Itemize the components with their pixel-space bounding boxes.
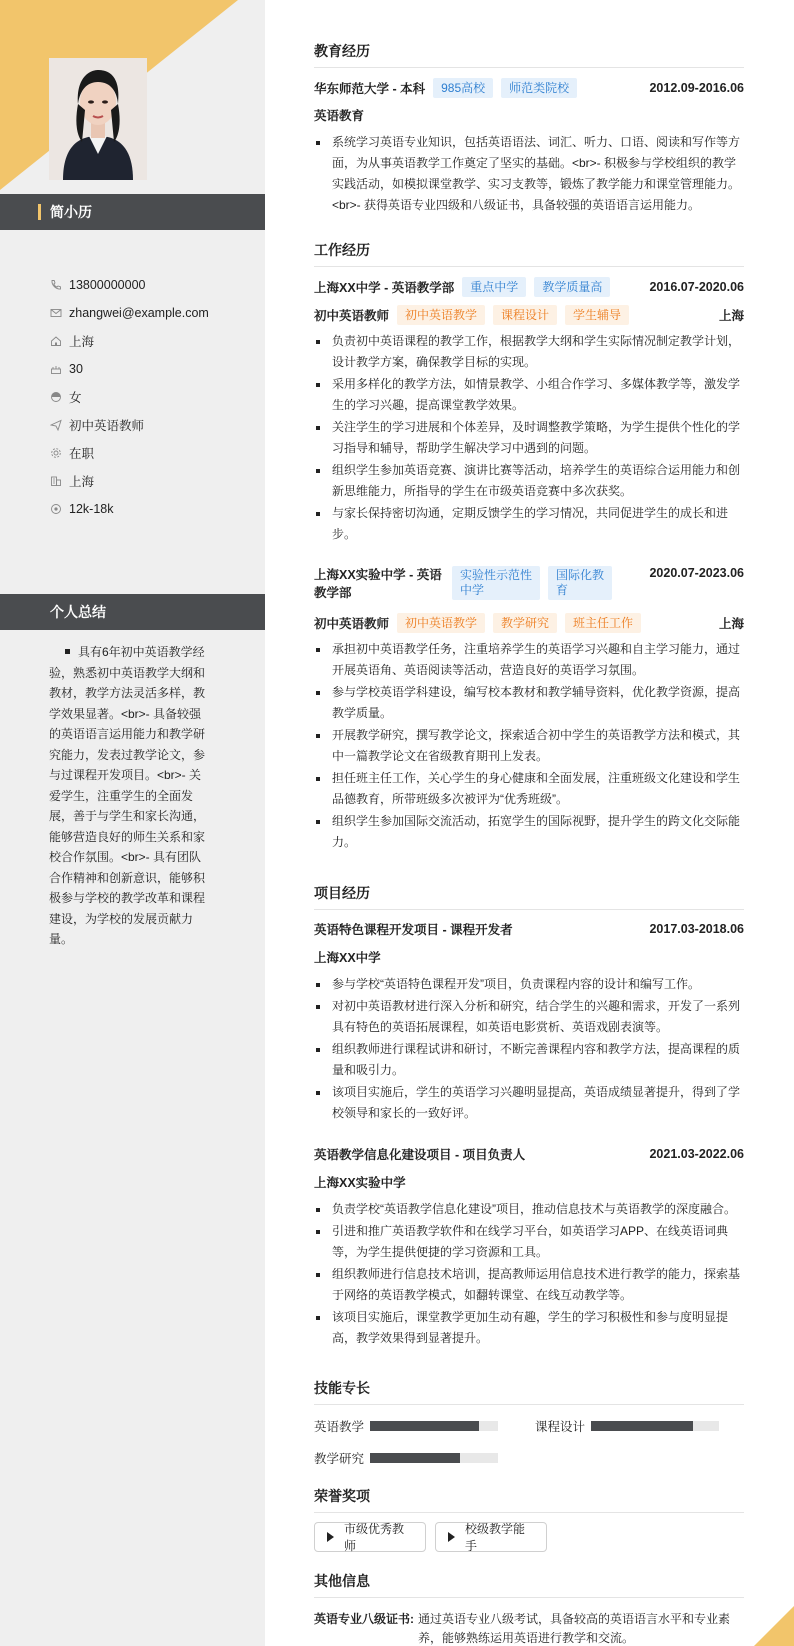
building-icon bbox=[49, 475, 62, 488]
job-bullets bbox=[314, 331, 744, 546]
skill-item bbox=[314, 1417, 498, 1435]
skill-name: 课程设计 bbox=[535, 1420, 586, 1434]
project-header bbox=[314, 1145, 744, 1163]
list-item: 组织教师进行信息技术培训，提高教师运用信息技术进行教学的能力，探索基于网络的英语教学模式，如翻转课堂、在线互动教学等。 bbox=[314, 1264, 744, 1306]
school-name: 华东师范大学 - 本科 bbox=[314, 82, 426, 96]
other-value: 通过英语专业八级考试，具备较高的英语语言水平和专业素养，能够熟练运用英语进行教学和交流。 bbox=[418, 1612, 731, 1645]
accent-mark bbox=[38, 204, 41, 220]
other-key: 英语专业八级证书: bbox=[314, 1612, 414, 1626]
project-name: 英语特色课程开发项目 - 课程开发者 bbox=[314, 923, 513, 937]
job-header bbox=[314, 566, 744, 602]
gender-icon bbox=[49, 391, 62, 404]
skills-title: 技能专长 bbox=[314, 1378, 744, 1405]
list-item: 采用多样化的教学方法，如情景教学、小组合作学习、多媒体教学等，激发学生的学习兴趣，提高课堂教学效果。 bbox=[314, 374, 744, 416]
skill-level bbox=[370, 1453, 460, 1463]
list-item: 担任班主任工作，关心学生的身心健康和全面发展，注重班级文化建设和学生品德教育，所带班级多次被评为“优秀班级”。 bbox=[314, 768, 744, 810]
summary-text: 具有6年初中英语教学经验，熟悉初中英语教学大纲和教材，教学方法灵活多样，教学效果显著。<br>- 具备较强的英语语言运用能力和教学研究能力，发表过教学论文，参与过课程开发项目。<br>- 关爱学生，注重学生的全面发展，善于与学生和家长沟通，能够营造良好的师生关系和家校合作氛围。<br>- 具有团队合作精神和创新意识，能够积极参与学校的教学改革和课程建设，为学校的发展贡献力量。 bbox=[49, 645, 206, 946]
settings-icon bbox=[49, 447, 62, 460]
list-item: 与家长保持密切沟通，定期反馈学生的学习情况，共同促进学生的成长和进步。 bbox=[314, 503, 744, 545]
list-item: 组织教师进行课程试讲和研讨，不断完善课程内容和教学方法，提高课程的质量和吸引力。 bbox=[314, 1039, 744, 1081]
contact-job: 初中英语教师 bbox=[69, 419, 145, 433]
project-org-row bbox=[314, 1173, 744, 1191]
honors-title: 荣誉奖项 bbox=[314, 1486, 744, 1513]
education-header bbox=[314, 78, 744, 98]
contact-item-home bbox=[49, 327, 259, 355]
mail-icon bbox=[49, 307, 62, 320]
contact-list bbox=[49, 271, 259, 523]
play-icon bbox=[448, 1532, 455, 1542]
list-item: 开展教学研究，撰写教学论文，探索适合初中学生的英语教学方法和模式，其中一篇教学论文在省级教育期刊上发表。 bbox=[314, 725, 744, 767]
project-org: 上海XX实验中学 bbox=[314, 1176, 406, 1190]
skill-item bbox=[535, 1417, 719, 1435]
position-tag: 课程设计 bbox=[493, 305, 557, 325]
list-item: 组织学生参加英语竞赛、演讲比赛等活动，培养学生的英语综合运用能力和创新思维能力，所指导的学生在市级英语竞赛中多次获奖。 bbox=[314, 460, 744, 502]
age-icon bbox=[49, 363, 62, 376]
job-date: 2016.07-2020.06 bbox=[649, 280, 744, 294]
skill-level bbox=[370, 1421, 479, 1431]
job-city: 上海 bbox=[718, 309, 744, 323]
list-item: 系统学习英语专业知识，包括英语语法、词汇、听力、口语、阅读和写作等方面，为从事英语教学工作奠定了坚实的基础。<br>- 积极参与学校组织的教学实践活动，如模拟课堂教学、实习支教等，锻炼了教学能力和课堂管理能力。<br>- 获得英语专业四级和八级证书，具备较强的英语语言运用能力。 bbox=[314, 132, 744, 216]
list-item: 关注学生的学习进展和个体差异，及时调整教学策略，为学生提供个性化的学习指导和辅导，帮助学生解决学习中遇到的问题。 bbox=[314, 417, 744, 459]
contact-item-status bbox=[49, 439, 259, 467]
list-item: 参与学校英语学科建设，编写校本教材和教学辅导资料，优化教学资源，提高教学质量。 bbox=[314, 682, 744, 724]
contact-item-city bbox=[49, 467, 259, 495]
other-title: 其他信息 bbox=[314, 1571, 744, 1598]
skill-name: 教学研究 bbox=[314, 1452, 365, 1466]
summary-title-bar bbox=[0, 594, 265, 630]
contact-item-salary bbox=[49, 495, 259, 523]
skill-item bbox=[314, 1449, 498, 1467]
major-row bbox=[314, 106, 744, 124]
contact-item-gender bbox=[49, 383, 259, 411]
company-name: 上海XX实验中学 - 英语 教学部 bbox=[314, 568, 442, 600]
list-item: 负责初中英语课程的教学工作，根据教学大纲和学生实际情况制定教学计划，设计教学方案，确保教学目标的实现。 bbox=[314, 331, 744, 373]
education-title: 教育经历 bbox=[314, 41, 744, 68]
contact-item-job bbox=[49, 411, 259, 439]
position-tag: 教学研究 bbox=[493, 613, 557, 633]
position-tag: 班主任工作 bbox=[565, 613, 641, 633]
contact-item-email bbox=[49, 299, 259, 327]
summary-title: 个人总结 bbox=[50, 604, 106, 620]
list-item: 该项目实施后，课堂教学更加生动有趣，学生的学习积极性和参与度明显提高，教学效果得到显著提升。 bbox=[314, 1307, 744, 1349]
portrait-image bbox=[49, 58, 147, 180]
honor-badge bbox=[435, 1522, 547, 1552]
project-bullets bbox=[314, 1199, 744, 1350]
contact-home: 上海 bbox=[69, 335, 95, 349]
list-item: 引进和推广英语教学软件和在线学习平台，如英语学习APP、在线英语词典等，为学生提供便捷的学习资源和工具。 bbox=[314, 1221, 744, 1263]
sidebar bbox=[0, 0, 265, 1646]
salary-icon bbox=[49, 503, 62, 516]
position-row bbox=[314, 305, 744, 325]
major-name: 英语教育 bbox=[314, 109, 365, 123]
other-info-row bbox=[314, 1610, 744, 1646]
project-name: 英语教学信息化建设项目 - 项目负责人 bbox=[314, 1148, 526, 1162]
contact-item-age bbox=[49, 355, 259, 383]
list-item: 承担初中英语教学任务，注重培养学生的英语学习兴趣和自主学习能力，通过开展英语角、英语阅读等活动，营造良好的英语学习氛围。 bbox=[314, 639, 744, 681]
list-item: 负责学校“英语教学信息化建设”项目，推动信息技术与英语教学的深度融合。 bbox=[314, 1199, 744, 1220]
resume-title: 简小历 bbox=[50, 204, 92, 220]
honor-name: 校级教学能手 bbox=[465, 1522, 526, 1553]
resume-title-bar bbox=[0, 194, 265, 230]
project-org: 上海XX中学 bbox=[314, 951, 381, 965]
contact-phone: 13800000000 bbox=[69, 278, 146, 292]
list-item: 对初中英语教材进行深入分析和研究，结合学生的兴趣和需求，开发了一系列具有特色的英语拓展课程，如英语电影赏析、英语戏剧表演等。 bbox=[314, 996, 744, 1038]
contact-email: zhangwei@example.com bbox=[69, 306, 209, 320]
company-tag: 重点中学 bbox=[462, 277, 526, 297]
contact-age: 30 bbox=[69, 362, 83, 376]
contact-salary: 12k-18k bbox=[69, 502, 114, 516]
contact-city: 上海 bbox=[69, 475, 95, 489]
contact-item-phone bbox=[49, 271, 259, 299]
position-name: 初中英语教师 bbox=[314, 309, 390, 323]
school-tag: 985高校 bbox=[433, 78, 493, 98]
job-bullets bbox=[314, 639, 744, 854]
send-icon bbox=[49, 419, 62, 432]
skill-bar bbox=[591, 1421, 719, 1431]
honor-name: 市级优秀教师 bbox=[344, 1522, 405, 1553]
company-tag: 国际化教 育 bbox=[548, 566, 612, 600]
company-tag: 教学质量高 bbox=[534, 277, 610, 297]
skill-level bbox=[591, 1421, 693, 1431]
list-item: 组织学生参加国际交流活动，拓宽学生的国际视野，提升学生的跨文化交际能力。 bbox=[314, 811, 744, 853]
skill-bar bbox=[370, 1421, 498, 1431]
list-item: 该项目实施后，学生的英语学习兴趣明显提高，英语成绩显著提升，得到了学校领导和家长的一致好评。 bbox=[314, 1082, 744, 1124]
summary-text-block bbox=[49, 642, 209, 950]
work-title: 工作经历 bbox=[314, 240, 744, 267]
skill-bar bbox=[370, 1453, 498, 1463]
play-icon bbox=[327, 1532, 334, 1542]
position-tag: 学生辅导 bbox=[565, 305, 629, 325]
position-row bbox=[314, 613, 744, 633]
avatar-photo bbox=[49, 58, 147, 180]
project-header bbox=[314, 920, 744, 938]
position-tag: 初中英语教学 bbox=[397, 613, 485, 633]
contact-status: 在职 bbox=[69, 447, 95, 461]
project-date: 2017.03-2018.06 bbox=[649, 922, 744, 936]
school-tag: 师范类院校 bbox=[501, 78, 577, 98]
company-name: 上海XX中学 - 英语教学部 bbox=[314, 281, 455, 295]
skill-name: 英语教学 bbox=[314, 1420, 365, 1434]
home-icon bbox=[49, 335, 62, 348]
phone-icon bbox=[49, 279, 62, 292]
decor-triangle bbox=[754, 1606, 794, 1646]
job-city: 上海 bbox=[718, 617, 744, 631]
position-name: 初中英语教师 bbox=[314, 617, 390, 631]
project-date: 2021.03-2022.06 bbox=[649, 1147, 744, 1161]
education-bullets bbox=[314, 132, 744, 217]
education-date: 2012.09-2016.06 bbox=[649, 81, 744, 95]
position-tag: 初中英语教学 bbox=[397, 305, 485, 325]
projects-title: 项目经历 bbox=[314, 883, 744, 910]
contact-gender: 女 bbox=[69, 391, 82, 405]
list-item: 参与学校“英语特色课程开发”项目，负责课程内容的设计和编写工作。 bbox=[314, 974, 744, 995]
project-org-row bbox=[314, 948, 744, 966]
job-header bbox=[314, 277, 744, 297]
honor-badge bbox=[314, 1522, 426, 1552]
project-bullets bbox=[314, 974, 744, 1125]
company-tag: 实验性示范性 中学 bbox=[452, 566, 540, 600]
job-date: 2020.07-2023.06 bbox=[649, 566, 744, 580]
bullet-mark bbox=[65, 649, 70, 654]
